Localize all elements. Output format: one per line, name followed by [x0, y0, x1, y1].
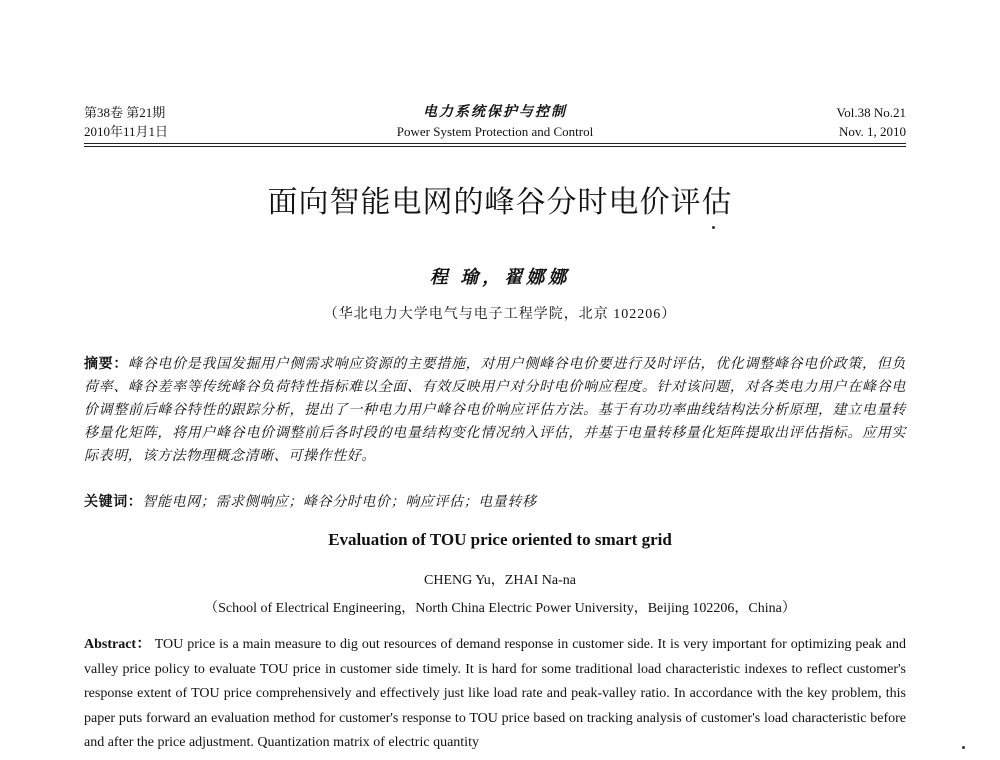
date-cn: 2010年11月1日	[84, 124, 169, 139]
authors-cn: 程 瑜，翟娜娜	[429, 267, 571, 287]
volume-issue-cn: 第38卷 第21期	[84, 105, 166, 120]
paper-title-cn: 面向智能电网的峰谷分时电价评估	[267, 185, 733, 220]
paper-title-en: Evaluation of TOU price oriented to smart grid	[328, 530, 672, 549]
affiliation-en: （School of Electrical Engineering，North China Electric Power University，Beijing 102206，China）	[204, 601, 796, 616]
issue-info-en	[837, 103, 906, 141]
journal-name-en: Power System Protection and Control	[396, 124, 594, 139]
keywords-cn-text: 智能电网；需求侧响应；峰谷分时电价；响应评估；电量转移	[142, 495, 537, 510]
authors-en: CHENG Yu，ZHAI Na-na	[424, 573, 576, 588]
abstract-en-label: Abstract：	[84, 637, 152, 652]
header-rule-top	[84, 143, 906, 144]
keywords-cn	[84, 491, 906, 514]
header-rule-bottom	[84, 146, 906, 147]
abstract-en-text: TOU price is a main measure to dig out resources of demand response in customer side. It is very important for optimizing peak and valley price policy to evaluate TOU price in customer side timely. It is hard for some traditional load characteristic indexes to reflect customer's response extent of TOU price comprehensively and effectively just like load rate and peak-valley ratio. In accordance with the key problem, this paper puts forward an evaluation method for customer's response to TOU price based on tracking analysis of customer's load characteristic before and after the price adjustment. Quantization matrix of electric quantity	[84, 637, 906, 751]
abstract-cn-label: 摘要：	[84, 357, 129, 372]
abstract-cn-text: 峰谷电价是我国发掘用户侧需求响应资源的主要措施，对用户侧峰谷电价要进行及时评估，优化调整峰谷电价政策，但负荷率、峰谷差率等传统峰谷负荷特性指标难以全面、有效反映用户对分时电价响应程度。针对该问题，对各类电力用户在峰谷电价调整前后峰谷特性的跟踪分析，提出了一种电力用户峰谷电价响应评估方法。基于有功功率曲线结构法分析原理，建立电量转移量化矩阵，将用户峰谷电价调整前后各时段的电量结构变化情况纳入评估，并基于电量转移量化矩阵提取出评估指标。应用实际表明，该方法物理概念清晰、可操作性好。	[84, 357, 906, 464]
affiliation-cn: （华北电力大学电气与电子工程学院，北京 102206）	[323, 307, 677, 322]
scan-speck	[962, 746, 965, 749]
abstract-cn	[84, 353, 906, 468]
journal-header	[84, 103, 906, 143]
date-en: Nov. 1, 2010	[838, 124, 906, 139]
scan-speck	[712, 226, 715, 229]
volume-issue-en: Vol.38 No.21	[836, 105, 906, 120]
keywords-cn-label: 关键词：	[84, 495, 143, 510]
journal-name-cn: 电力系统保护与控制	[423, 105, 567, 120]
journal-name	[84, 103, 906, 141]
abstract-en	[84, 633, 906, 756]
